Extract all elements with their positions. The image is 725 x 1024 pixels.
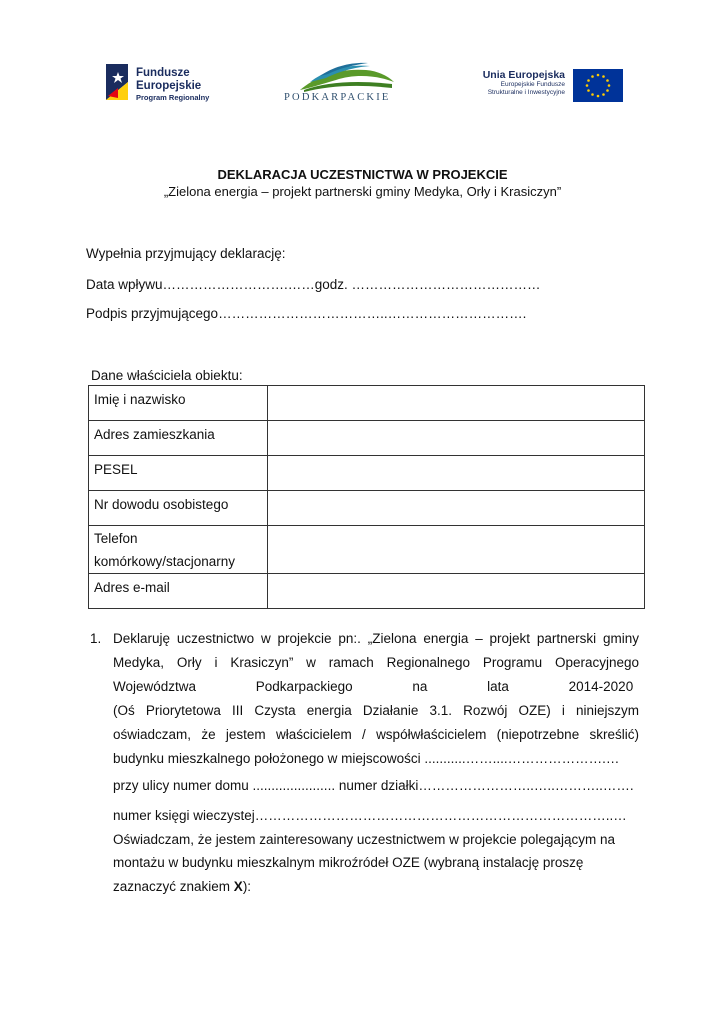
unia-europejska-text [480,69,565,97]
field-label: PESEL [89,456,268,491]
field-label: Nr dowodu osobistego [89,491,268,526]
fe-line3: Program Regionalny [136,93,210,102]
owner-caption: Dane właściciela obiektu: [91,368,243,383]
email-field[interactable] [268,574,645,609]
intake-header: Wypełnia przyjmujący deklarację: [86,246,286,261]
page-title: DEKLARACJA UCZESTNICTWA W PROJEKCIE [217,167,508,182]
name-field[interactable] [268,386,645,421]
address-detail-line: przy ulicy numer domu ...................... numer działki……………………..…..………..……. [113,778,634,793]
field-label: Adres e-mail [89,574,268,609]
declaration-line: Medyka, Orły i Krasiczyn” w ramach Regionalnego Programu Operacyjnego [113,655,639,670]
table-row [89,574,645,609]
ue-sub1: Europejskie Fundusze [500,81,565,88]
instruction-line [113,879,639,894]
land-register-line: numer księgi wieczystej……………………………………………………………………..… [113,808,627,823]
phone-label-line2: komórkowy/stacjonarny [94,554,236,569]
interest-line: montażu w budynku mieszkalnym mikroźródeł OZE (wybraną instalację proszę [113,855,584,870]
table-row [89,456,645,491]
table-row [89,526,645,574]
interest-line: Oświadczam, że jestem zainteresowany uczestnictwem w projekcie polegającym na [113,832,615,847]
declaration-line [113,679,639,694]
declaration-line: Deklaruję uczestnictwo w projekcie pn:. „Zielona energia – projekt partnerski gminy [113,631,639,646]
fe-line2: Europejskie [136,79,202,92]
location-line: budynku mieszkalnego położonego w miejscowości ...........……....………………….… [113,751,620,766]
address-field[interactable] [268,421,645,456]
ue-title: Unia Europejska [482,69,565,81]
field-label [89,526,268,574]
project-subtitle: „Zielona energia – projekt partnerski gminy Medyka, Orły i Krasiczyn” [163,184,562,199]
declaration-line: oświadczam, że jestem właścicielem / współwłaścicielem (niepotrzebne skreślić) [113,727,639,742]
ue-sub2: Strukturalne i Inwestycyjne [487,89,565,96]
table-row [89,386,645,421]
podkarpackie-label: PODKARPACKIE [284,92,391,103]
owner-data-table [88,385,645,609]
instruction-text: zaznaczyć znakiem [113,879,234,894]
declaration-number: 1. [90,631,102,646]
fundusze-europejskie-logo [104,62,134,102]
instruction-end: ): [242,879,252,894]
field-label: Imię i nazwisko [89,386,268,421]
mark-symbol: X [233,879,243,894]
podkarpackie-logo [296,60,396,92]
table-row [89,421,645,456]
table-row [89,491,645,526]
declaration-words: Województwa Podkarpackiego na lata 2014-2020 [113,679,634,694]
field-label: Adres zamieszkania [89,421,268,456]
phone-label-line1: Telefon [94,531,138,546]
fundusze-europejskie-text [136,67,209,105]
receipt-date-line: Data wpływu……………………….……godz. …………………………………… [86,277,541,292]
phone-field[interactable] [268,526,645,574]
declaration-line: (Oś Priorytetowa III Czysta energia Działanie 3.1. Rozwój OZE) i niniejszym [113,703,639,718]
eu-flag-icon [573,69,623,102]
fe-line1: Fundusze [136,67,190,79]
receiver-signature-line: Podpis przyjmującego………………………………..…………………………. [86,306,527,321]
pesel-field[interactable] [268,456,645,491]
id-card-field[interactable] [268,491,645,526]
